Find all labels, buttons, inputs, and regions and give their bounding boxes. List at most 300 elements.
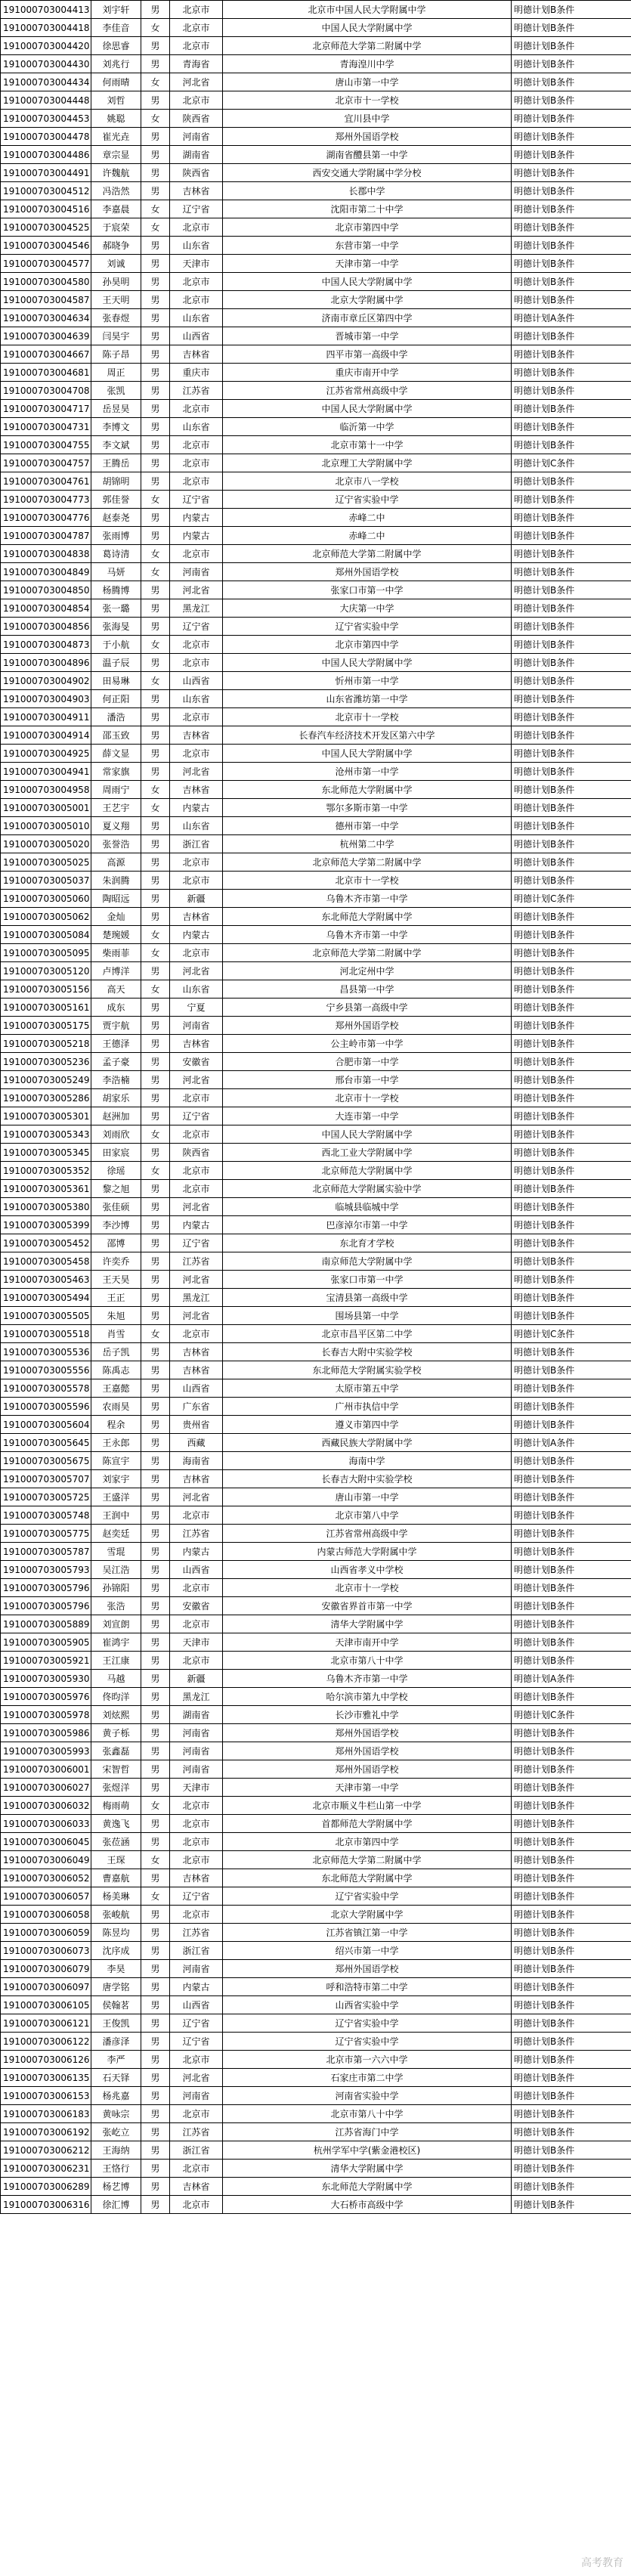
table-row [1,55,631,73]
candidate-id-cell: 191000703004512 [1,182,91,200]
name-cell: 杨兆嘉 [91,2087,141,2105]
gender-cell: 男 [141,1470,170,1488]
plan-cell: 明德计划B条件 [512,817,631,835]
plan-cell: 明德计划B条件 [512,364,631,382]
table-row [1,799,631,817]
plan-cell: 明德计划B条件 [512,327,631,345]
candidate-id-cell: 191000703004914 [1,726,91,745]
plan-cell: 明德计划B条件 [512,1252,631,1271]
plan-cell: 明德计划B条件 [512,2051,631,2069]
gender-cell: 女 [141,19,170,37]
province-cell: 山东省 [170,418,223,436]
candidate-id-cell: 191000703005675 [1,1452,91,1470]
province-cell: 北京市 [170,2160,223,2178]
name-cell: 唐学铭 [91,1978,141,1996]
gender-cell: 男 [141,654,170,672]
name-cell: 王琛 [91,1851,141,1869]
gender-cell: 女 [141,1162,170,1180]
plan-cell: 明德计划B条件 [512,1234,631,1252]
gender-cell: 男 [141,1053,170,1071]
candidate-id-cell: 191000703006122 [1,2033,91,2051]
name-cell: 李严 [91,2051,141,2069]
table-row [1,2033,631,2051]
school-cell: 德州市第一中学 [223,817,512,835]
gender-cell: 男 [141,527,170,545]
name-cell: 马妍 [91,563,141,581]
province-cell: 河北省 [170,1071,223,1089]
candidate-id-cell: 191000703004434 [1,73,91,91]
table-row [1,1724,631,1742]
table-row [1,164,631,182]
name-cell: 侯翰茗 [91,1996,141,2014]
school-cell: 北京师范大学第二附属中学 [223,545,512,563]
gender-cell: 男 [141,91,170,110]
school-cell: 江苏省常州高级中学 [223,382,512,400]
name-cell: 杨美琳 [91,1887,141,1906]
school-cell: 赤峰二中 [223,527,512,545]
name-cell: 崔光垚 [91,128,141,146]
name-cell: 王腾岳 [91,454,141,472]
school-cell: 太原市第五中学 [223,1379,512,1398]
table-row [1,1742,631,1760]
gender-cell: 男 [141,1361,170,1379]
table-row [1,400,631,418]
name-cell: 夏义翔 [91,817,141,835]
table-row [1,636,631,654]
plan-cell: 明德计划B条件 [512,491,631,509]
table-row [1,2014,631,2033]
gender-cell: 男 [141,962,170,980]
school-cell: 长春吉大附中实验学校 [223,1470,512,1488]
candidate-id-cell: 191000703006049 [1,1851,91,1869]
school-cell: 首都师范大学附属中学 [223,1815,512,1833]
name-cell: 邵博 [91,1234,141,1252]
table-row [1,1633,631,1652]
plan-cell: 明德计划B条件 [512,472,631,491]
plan-cell: 明德计划B条件 [512,853,631,872]
province-cell: 内蒙古 [170,799,223,817]
candidate-id-cell: 191000703005976 [1,1688,91,1706]
table-row [1,944,631,962]
name-cell: 楚琬媛 [91,926,141,944]
candidate-id-cell: 191000703005905 [1,1633,91,1652]
province-cell: 内蒙古 [170,1216,223,1234]
name-cell: 张峻航 [91,1906,141,1924]
candidate-id-cell: 191000703005725 [1,1488,91,1506]
candidate-id-cell: 191000703005120 [1,962,91,980]
name-cell: 刘诚 [91,255,141,273]
gender-cell: 男 [141,509,170,527]
plan-cell: 明德计划B条件 [512,980,631,999]
province-cell: 山东省 [170,690,223,708]
school-cell: 郑州外国语学校 [223,128,512,146]
name-cell: 程余 [91,1416,141,1434]
candidate-id-cell: 191000703004849 [1,563,91,581]
gender-cell: 女 [141,1325,170,1343]
province-cell: 浙江省 [170,1942,223,1960]
gender-cell: 男 [141,327,170,345]
school-cell: 呼和浩特市第二中学 [223,1978,512,1996]
name-cell: 高天 [91,980,141,999]
province-cell: 江苏省 [170,382,223,400]
gender-cell: 男 [141,1942,170,1960]
province-cell: 湖南省 [170,1706,223,1724]
school-cell: 石家庄市第二中学 [223,2069,512,2087]
candidate-id-cell: 191000703006057 [1,1887,91,1906]
table-row [1,926,631,944]
name-cell: 张屹立 [91,2123,141,2141]
plan-cell: 明德计划B条件 [512,763,631,781]
province-cell: 青海省 [170,55,223,73]
plan-cell: 明德计划B条件 [512,1452,631,1470]
table-row [1,654,631,672]
candidate-id-cell: 191000703005060 [1,890,91,908]
school-cell: 东北师范大学附属中学 [223,1869,512,1887]
table-row [1,200,631,218]
province-cell: 吉林省 [170,345,223,364]
school-cell: 江苏省常州高级中学 [223,1525,512,1543]
name-cell: 刘雨欣 [91,1125,141,1144]
gender-cell: 女 [141,926,170,944]
table-row [1,980,631,999]
plan-cell: 明德计划B条件 [512,2178,631,2196]
school-cell: 北京师范大学附属中学 [223,1162,512,1180]
gender-cell: 女 [141,110,170,128]
province-cell: 内蒙古 [170,1543,223,1561]
plan-cell: 明德计划B条件 [512,654,631,672]
candidate-id-cell: 191000703005062 [1,908,91,926]
province-cell: 河北省 [170,1271,223,1289]
school-cell: 乌鲁木齐市第一中学 [223,890,512,908]
plan-cell: 明德计划B条件 [512,164,631,182]
province-cell: 山东省 [170,309,223,327]
school-cell: 北京市第八中学 [223,1506,512,1525]
candidate-id-cell: 191000703005536 [1,1343,91,1361]
plan-cell: 明德计划B条件 [512,599,631,618]
province-cell: 浙江省 [170,2141,223,2160]
plan-cell: 明德计划B条件 [512,1960,631,1978]
province-cell: 北京市 [170,1797,223,1815]
school-cell: 遵义市第四中学 [223,1416,512,1434]
table-row [1,345,631,364]
gender-cell: 男 [141,2141,170,2160]
gender-cell: 男 [141,55,170,73]
candidate-id-cell: 191000703004525 [1,218,91,237]
school-cell: 忻州市第一中学 [223,672,512,690]
plan-cell: 明德计划B条件 [512,55,631,73]
candidate-id-cell: 191000703004577 [1,255,91,273]
table-row [1,1506,631,1525]
name-cell: 黄咏宗 [91,2105,141,2123]
name-cell: 王嘉懿 [91,1379,141,1398]
name-cell: 梅雨萌 [91,1797,141,1815]
province-cell: 辽宁省 [170,2014,223,2033]
province-cell: 湖南省 [170,146,223,164]
name-cell: 徐瑶 [91,1162,141,1180]
candidate-id-cell: 191000703004448 [1,91,91,110]
candidate-id-cell: 191000703004856 [1,618,91,636]
name-cell: 赵奕廷 [91,1525,141,1543]
table-row [1,726,631,745]
province-cell: 贵州省 [170,1416,223,1434]
province-cell: 北京市 [170,1833,223,1851]
plan-cell: 明德计划B条件 [512,200,631,218]
table-row [1,2160,631,2178]
candidate-id-cell: 191000703005361 [1,1180,91,1198]
province-cell: 北京市 [170,472,223,491]
candidate-id-cell: 191000703005748 [1,1506,91,1525]
candidate-id-cell: 191000703005084 [1,926,91,944]
gender-cell: 男 [141,1180,170,1198]
plan-cell: 明德计划B条件 [512,1742,631,1760]
candidate-id-cell: 191000703004681 [1,364,91,382]
name-cell: 王天明 [91,291,141,309]
table-row [1,1815,631,1833]
plan-cell: 明德计划B条件 [512,345,631,364]
school-cell: 山西省实验中学 [223,1996,512,2014]
gender-cell: 男 [141,1906,170,1924]
province-cell: 北京市 [170,545,223,563]
plan-cell: 明德计划B条件 [512,19,631,37]
candidate-id-cell: 191000703004773 [1,491,91,509]
school-cell: 大石桥市高级中学 [223,2196,512,2214]
name-cell: 于宸荣 [91,218,141,237]
province-cell: 河南省 [170,1724,223,1742]
gender-cell: 女 [141,1851,170,1869]
plan-cell: 明德计划B条件 [512,708,631,726]
school-cell: 北京市第十一中学 [223,436,512,454]
candidate-id-cell: 191000703006001 [1,1760,91,1779]
province-cell: 北京市 [170,1125,223,1144]
name-cell: 朱润腾 [91,872,141,890]
school-cell: 张家口市第一中学 [223,581,512,599]
table-row [1,1089,631,1107]
plan-cell: 明德计划B条件 [512,110,631,128]
plan-cell: 明德计划B条件 [512,2160,631,2178]
table-row [1,1706,631,1724]
plan-cell: 明德计划B条件 [512,781,631,799]
table-row [1,1416,631,1434]
school-cell: 西北工业大学附属中学 [223,1144,512,1162]
name-cell: 朱旭 [91,1307,141,1325]
table-row [1,91,631,110]
province-cell: 河南省 [170,1960,223,1978]
plan-cell: 明德计划B条件 [512,91,631,110]
province-cell: 河南省 [170,563,223,581]
province-cell: 河北省 [170,73,223,91]
table-row [1,817,631,835]
name-cell: 邵玉致 [91,726,141,745]
gender-cell: 男 [141,1742,170,1760]
plan-cell: 明德计划B条件 [512,527,631,545]
school-cell: 中国人民大学附属中学 [223,654,512,672]
province-cell: 吉林省 [170,781,223,799]
table-row [1,1071,631,1089]
plan-cell: 明德计划B条件 [512,581,631,599]
table-row [1,37,631,55]
plan-cell: 明德计划B条件 [512,418,631,436]
province-cell: 吉林省 [170,1343,223,1361]
gender-cell: 男 [141,1234,170,1252]
gender-cell: 女 [141,1797,170,1815]
school-cell: 北京市十一学校 [223,1579,512,1597]
candidate-id-cell: 191000703005175 [1,1017,91,1035]
school-cell: 郑州外国语学校 [223,1017,512,1035]
candidate-id-cell: 191000703005775 [1,1525,91,1543]
school-cell: 西安交通大学附属中学分校 [223,164,512,182]
candidate-id-cell: 191000703006289 [1,2178,91,2196]
plan-cell: 明德计划B条件 [512,146,631,164]
gender-cell: 男 [141,164,170,182]
table-row [1,763,631,781]
province-cell: 北京市 [170,1180,223,1198]
province-cell: 河北省 [170,1307,223,1325]
name-cell: 李文斌 [91,436,141,454]
gender-cell: 男 [141,1488,170,1506]
name-cell: 岳子凯 [91,1343,141,1361]
province-cell: 北京市 [170,1506,223,1525]
province-cell: 黑龙江 [170,599,223,618]
name-cell: 潘彦泽 [91,2033,141,2051]
gender-cell: 男 [141,581,170,599]
candidate-id-cell: 191000703005249 [1,1071,91,1089]
name-cell: 徐思睿 [91,37,141,55]
table-row [1,962,631,980]
province-cell: 黑龙江 [170,1289,223,1307]
table-row [1,327,631,345]
province-cell: 北京市 [170,944,223,962]
province-cell: 西藏 [170,1434,223,1452]
table-row [1,2087,631,2105]
school-cell: 东北育才学校 [223,1234,512,1252]
table-row [1,1688,631,1706]
candidate-id-cell: 191000703006045 [1,1833,91,1851]
province-cell: 河南省 [170,2087,223,2105]
province-cell: 北京市 [170,37,223,55]
province-cell: 北京市 [170,1851,223,1869]
table-row [1,581,631,599]
gender-cell: 男 [141,599,170,618]
name-cell: 葛诗清 [91,545,141,563]
candidate-id-cell: 191000703004854 [1,599,91,618]
candidate-id-cell: 191000703005161 [1,999,91,1017]
province-cell: 陕西省 [170,164,223,182]
name-cell: 刘宣朗 [91,1615,141,1633]
name-cell: 高源 [91,853,141,872]
gender-cell: 男 [141,2123,170,2141]
table-row [1,19,631,37]
candidate-id-cell: 191000703005286 [1,1089,91,1107]
candidate-id-cell: 191000703004838 [1,545,91,563]
gender-cell: 男 [141,2178,170,2196]
gender-cell: 男 [141,890,170,908]
candidate-id-cell: 191000703005236 [1,1053,91,1071]
province-cell: 陕西省 [170,110,223,128]
province-cell: 北京市 [170,19,223,37]
candidate-id-cell: 191000703005505 [1,1307,91,1325]
province-cell: 内蒙古 [170,1978,223,1996]
school-cell: 张家口市第一中学 [223,1271,512,1289]
name-cell: 马越 [91,1670,141,1688]
candidate-id-cell: 191000703005556 [1,1361,91,1379]
candidate-id-cell: 191000703005399 [1,1216,91,1234]
school-cell: 内蒙古师范大学附属中学 [223,1543,512,1561]
gender-cell: 女 [141,781,170,799]
school-cell: 乌鲁木齐市第一中学 [223,1670,512,1688]
province-cell: 河南省 [170,1017,223,1035]
plan-cell: 明德计划B条件 [512,2087,631,2105]
province-cell: 河北省 [170,962,223,980]
plan-cell: 明德计划B条件 [512,926,631,944]
plan-cell: 明德计划B条件 [512,291,631,309]
gender-cell: 男 [141,1760,170,1779]
school-cell: 郑州外国语学校 [223,1760,512,1779]
plan-cell: 明德计划A条件 [512,1670,631,1688]
gender-cell: 男 [141,1670,170,1688]
province-cell: 山东省 [170,237,223,255]
name-cell: 张煜洋 [91,1779,141,1797]
gender-cell: 男 [141,1271,170,1289]
candidate-id-cell: 191000703004634 [1,309,91,327]
table-row [1,1107,631,1125]
province-cell: 北京市 [170,2196,223,2214]
plan-cell: 明德计划B条件 [512,745,631,763]
province-cell: 海南省 [170,1452,223,1470]
plan-cell: 明德计划B条件 [512,1398,631,1416]
plan-cell: 明德计划B条件 [512,1688,631,1706]
name-cell: 王艺宇 [91,799,141,817]
table-row [1,1525,631,1543]
table-row [1,999,631,1017]
school-cell: 海南中学 [223,1452,512,1470]
name-cell: 周正 [91,364,141,382]
school-cell: 西藏民族大学附属中学 [223,1434,512,1452]
table-row [1,182,631,200]
plan-cell: 明德计划B条件 [512,1017,631,1035]
school-cell: 山东省潍坊第一中学 [223,690,512,708]
gender-cell: 男 [141,237,170,255]
gender-cell: 女 [141,545,170,563]
table-row [1,1615,631,1633]
candidate-id-cell: 191000703004761 [1,472,91,491]
plan-cell: 明德计划B条件 [512,1978,631,1996]
school-cell: 大连市第一中学 [223,1107,512,1125]
table-row [1,1379,631,1398]
school-cell: 围场县第一中学 [223,1307,512,1325]
name-cell: 王江康 [91,1652,141,1670]
plan-cell: 明德计划B条件 [512,1125,631,1144]
table-row [1,545,631,563]
gender-cell: 女 [141,491,170,509]
gender-cell: 女 [141,672,170,690]
candidate-id-cell: 191000703006192 [1,2123,91,2141]
table-row [1,1851,631,1869]
name-cell: 雪琨 [91,1543,141,1561]
name-cell: 张一璐 [91,599,141,618]
plan-cell: 明德计划B条件 [512,37,631,55]
province-cell: 江苏省 [170,2123,223,2141]
table-row [1,745,631,763]
school-cell: 清华大学附属中学 [223,1615,512,1633]
school-cell: 辽宁省实验中学 [223,491,512,509]
school-cell: 北京师范大学第二附属中学 [223,1851,512,1869]
school-cell: 北京市第四中学 [223,218,512,237]
candidate-id-cell: 191000703004902 [1,672,91,690]
candidate-id-cell: 191000703006027 [1,1779,91,1797]
name-cell: 肖雪 [91,1325,141,1343]
name-cell: 农雨昊 [91,1398,141,1416]
plan-cell: 明德计划A条件 [512,1434,631,1452]
